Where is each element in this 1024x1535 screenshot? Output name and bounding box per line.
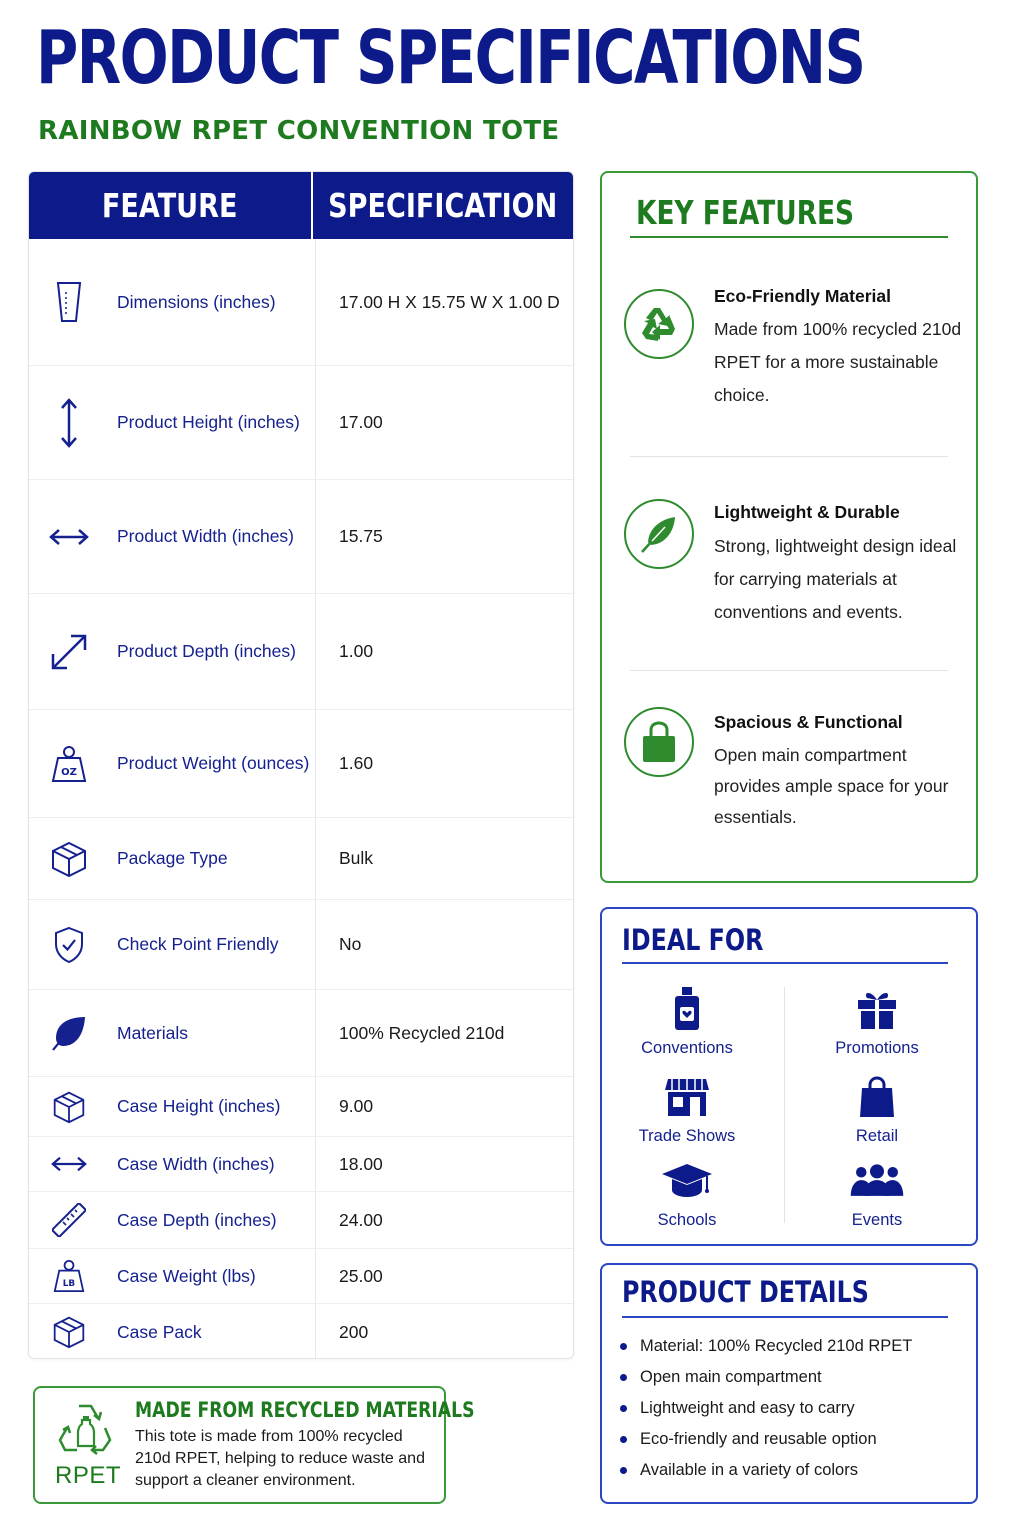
ideal-for-label: Schools — [657, 1211, 717, 1229]
feature-label: Materials — [117, 1022, 188, 1043]
ideal-for-item — [602, 1073, 772, 1146]
ideal-for-label: Trade Shows — [638, 1127, 736, 1145]
spec-value: 18.00 — [339, 1153, 383, 1174]
spec-value: 17.00 — [339, 412, 383, 432]
page-title: PRODUCT SPECIFICATIONS — [36, 15, 865, 101]
feature-label: Case Depth (inches) — [117, 1209, 277, 1230]
spec-value: Bulk — [339, 848, 374, 868]
spec-value: 17.00 H X 15.75 W X 1.00 D — [339, 291, 560, 312]
spec-value: 100% Recycled 210d — [339, 1022, 505, 1043]
shopping-bag-icon — [849, 1073, 905, 1121]
weight-lb-label: LB — [62, 1278, 76, 1289]
table-row — [29, 366, 573, 480]
spec-value: 25.00 — [339, 1265, 383, 1286]
list-item: Eco-friendly and reusable option — [618, 1424, 912, 1455]
table-row — [29, 239, 573, 366]
product-details-panel — [600, 1263, 978, 1504]
feature-heading: Lightweight & Durable — [714, 502, 900, 522]
storefront-icon — [659, 1073, 715, 1121]
horizontal-arrow-icon — [49, 1144, 89, 1184]
table-row — [29, 480, 573, 594]
header-feature: FEATURE — [29, 172, 313, 239]
feature-label: Case Width (inches) — [117, 1153, 275, 1174]
recycle-icon — [624, 289, 694, 359]
feature-label: Product Width (inches) — [117, 526, 295, 546]
spec-value: 9.00 — [339, 1096, 374, 1116]
feature-label: Check Point Friendly — [117, 934, 279, 954]
feature-heading: Eco-Friendly Material — [714, 286, 891, 306]
spec-table-header — [29, 172, 573, 239]
tote-bag-icon — [624, 707, 694, 777]
ideal-for-label: Promotions — [835, 1039, 919, 1057]
spec-value: 1.60 — [339, 753, 374, 773]
feather-icon — [624, 499, 694, 569]
leaf-icon — [49, 1013, 89, 1053]
table-row — [29, 1304, 573, 1359]
table-row — [29, 990, 573, 1077]
ideal-for-label: Conventions — [641, 1039, 733, 1057]
feature-separator — [630, 456, 948, 457]
weight-oz-icon — [49, 744, 89, 784]
feature-label: Package Type — [117, 848, 228, 868]
feature-label: Product Weight (ounces) — [117, 753, 310, 773]
vertical-arrow-icon — [49, 403, 89, 443]
spec-value: 24.00 — [339, 1209, 383, 1230]
key-features-title: KEY FEATURES — [636, 193, 855, 232]
feature-label: Case Weight (lbs) — [117, 1265, 256, 1286]
diagonal-arrow-icon — [49, 632, 89, 672]
table-row — [29, 818, 573, 900]
ideal-for-panel — [600, 907, 978, 1246]
rpet-label: RPET — [55, 1462, 122, 1489]
feature-label: Product Depth (inches) — [117, 641, 296, 661]
product-details-list — [618, 1331, 912, 1486]
ideal-for-label: Retail — [855, 1127, 899, 1145]
weight-lb-icon — [49, 1256, 89, 1296]
ideal-for-item — [792, 1157, 962, 1230]
recycled-materials-note — [33, 1386, 475, 1504]
spec-value: No — [339, 934, 362, 954]
key-features-rule — [630, 236, 948, 238]
table-row — [29, 1249, 573, 1304]
product-details-rule — [622, 1316, 948, 1318]
table-row — [29, 1192, 573, 1249]
box-icon — [49, 1312, 89, 1352]
page-subtitle: RAINBOW RPET CONVENTION TOTE — [38, 116, 560, 146]
list-item: Lightweight and easy to carry — [618, 1393, 912, 1424]
people-icon — [849, 1157, 905, 1205]
ideal-for-item — [792, 985, 962, 1058]
ideal-for-item — [602, 1157, 772, 1230]
ideal-for-item — [602, 985, 772, 1058]
list-item: Open main compartment — [618, 1362, 912, 1393]
shield-check-icon — [49, 925, 89, 965]
recycled-note-description: This tote is made from 100% recycled 210d RPET, helping to reduce waste and support a cleaner environment. — [135, 1428, 425, 1489]
ideal-for-rule — [622, 962, 948, 964]
ruler-icon — [49, 1200, 89, 1240]
spec-value: 200 — [339, 1321, 369, 1342]
list-item: Material: 100% Recycled 210d RPET — [618, 1331, 912, 1362]
spec-value: 15.75 — [339, 526, 383, 546]
box-icon — [49, 839, 89, 879]
table-row — [29, 594, 573, 710]
cup-icon — [49, 282, 89, 322]
feature-label: Case Height (inches) — [117, 1096, 281, 1116]
badge-icon — [659, 985, 715, 1033]
recycled-note-title: MADE FROM RECYCLED MATERIALS — [135, 1398, 475, 1422]
table-row — [29, 1077, 573, 1137]
box-icon — [49, 1087, 89, 1127]
list-item: Available in a variety of colors — [618, 1455, 912, 1486]
header-specification: SPECIFICATION — [328, 186, 558, 225]
feature-label: Dimensions (inches) — [117, 291, 276, 312]
key-features-panel — [600, 171, 978, 883]
ideal-for-divider — [784, 987, 785, 1223]
table-row — [29, 710, 573, 818]
feature-description: Open main compartment provides ample space for your essentials. — [714, 745, 949, 827]
product-details-title: PRODUCT DETAILS — [622, 1275, 869, 1309]
feature-separator — [630, 670, 948, 671]
feature-description: Strong, lightweight design ideal for carrying materials at conventions and events. — [714, 536, 957, 622]
gift-icon — [849, 985, 905, 1033]
ideal-for-title: IDEAL FOR — [622, 923, 764, 957]
spec-value: 1.00 — [339, 641, 374, 661]
ideal-for-item — [792, 1073, 962, 1146]
ideal-for-label: Events — [851, 1211, 903, 1229]
table-row — [29, 900, 573, 990]
feature-description: Made from 100% recycled 210d RPET for a more sustainable choice. — [714, 319, 962, 405]
table-row — [29, 1137, 573, 1192]
horizontal-arrow-icon — [49, 517, 89, 557]
feature-heading: Spacious & Functional — [714, 712, 903, 732]
feature-label: Product Height (inches) — [117, 412, 300, 432]
feature-label: Case Pack — [117, 1321, 202, 1342]
weight-oz-label: OZ — [61, 766, 77, 778]
recycle-bottle-icon — [55, 1400, 117, 1462]
graduation-cap-icon — [659, 1157, 715, 1205]
spec-table — [28, 171, 574, 1359]
